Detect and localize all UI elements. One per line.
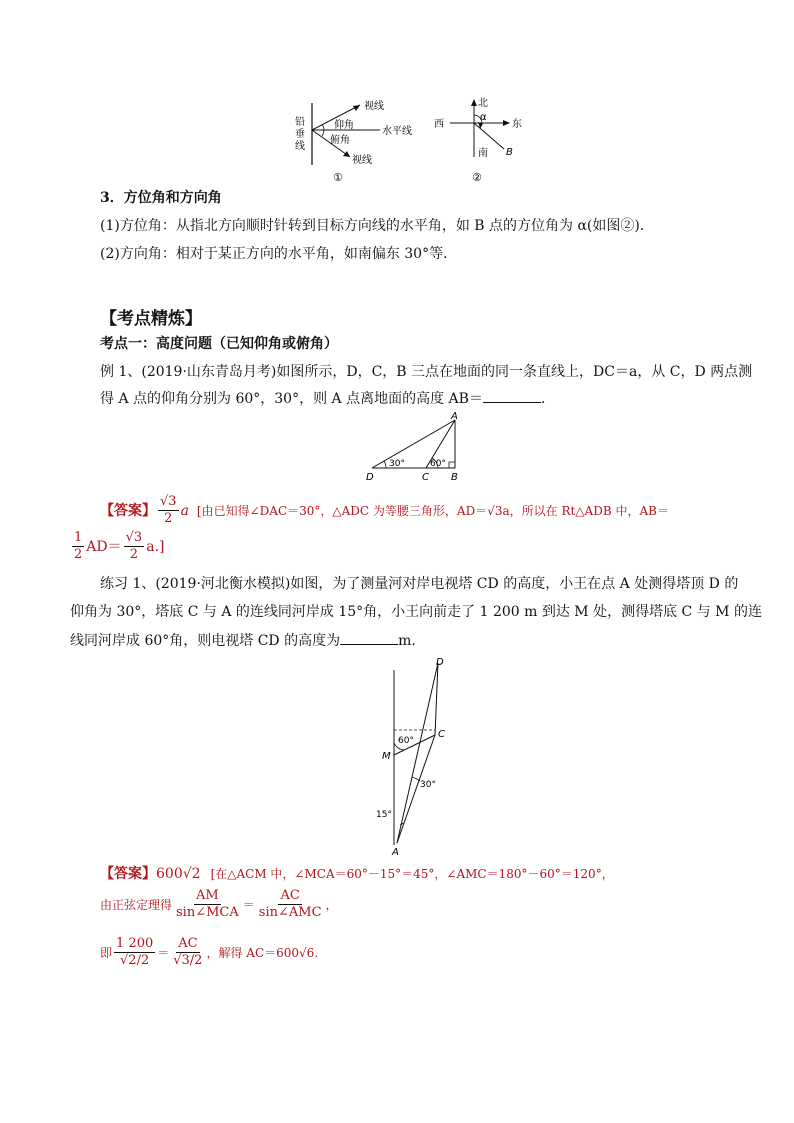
fig-p1-ang30: 30° <box>420 780 436 790</box>
fig2-b: B <box>506 147 513 158</box>
fig1-elev: 仰角 <box>334 120 354 131</box>
practice1-answer <box>100 864 614 884</box>
fig-ex1-b: B <box>451 472 458 483</box>
answer-fraction-den: 2 <box>164 511 173 526</box>
fig-p1-ang60: 60° <box>398 736 414 746</box>
fig-p1-c: C <box>438 729 445 740</box>
practice1-line2: 仰角为 30°，塔底 C 与 A 的连线同河岸成 15°角，小王向前走了 1 200 m 到达 M 处，测得塔底 C 与 M 的连 <box>70 604 762 620</box>
fig-ex1-ang60: 60° <box>430 459 446 469</box>
example1-line1: 例 1、(2019·山东青岛月考)如图所示，D，C，B 三点在地面的同一条直线上，DC＝a，从 C，D 两点测 <box>100 364 753 380</box>
fig-ex1-d: D <box>366 472 374 483</box>
fig-p1-ang15: 15° <box>376 810 392 820</box>
practice1-line3 <box>70 630 416 651</box>
practice-expl3-suffix: ，解得 AC＝600√6. <box>206 945 319 960</box>
practice-frac2 <box>257 888 324 921</box>
practice-blank <box>340 630 398 645</box>
section3-item1: (1)方位角：从指北方向顺时针转到目标方向线的水平角，如 B 点的方位角为 α(如图②)． <box>100 218 654 234</box>
practice-frac2-num: AC <box>280 888 300 903</box>
answer-expl1: [由已知得∠DAC＝30°，△ADC 为等腰三角形，AD＝√3a，所以在 Rt△ADB 中，AB＝ <box>196 503 669 518</box>
practice1-expl2 <box>100 888 338 921</box>
answer-var: a <box>180 502 189 519</box>
practice-frac3-num: 1 200 <box>116 936 154 951</box>
fig1-sight-up: 视线 <box>364 101 384 112</box>
topic1-title: 考点一：高度问题（已知仰角或俯角） <box>100 336 338 352</box>
fig1-sight-down: 视线 <box>352 155 372 166</box>
section3-item2: (2)方向角：相对于某正方向的水平角，如南偏东 30°等． <box>100 246 458 262</box>
figure-elevation-depression <box>290 95 450 185</box>
answer-blank <box>483 388 541 403</box>
fig-p1-d: D <box>436 657 444 668</box>
practice-frac3-den: √2/2 <box>120 953 150 968</box>
practice-frac4-num: AC <box>178 936 198 951</box>
answer-expl2-fraction <box>124 530 145 563</box>
practice1-line3-end: m. <box>398 633 416 649</box>
practice-eq: ＝ <box>242 897 255 912</box>
answer-half-den: 2 <box>74 547 83 562</box>
fig-ex1-a: A <box>451 411 458 422</box>
answer-expl2b: a.] <box>146 538 165 555</box>
example1-answer-cont <box>70 530 164 563</box>
fig2-west: 西 <box>434 119 444 130</box>
fig1-depr: 俯角 <box>330 135 350 146</box>
section-heading: 【考点精炼】 <box>100 309 202 329</box>
practice-frac2-den: sin∠AMC <box>258 905 322 920</box>
fig-p1-m: M <box>382 751 391 762</box>
fig-ex1-c: C <box>422 472 429 483</box>
example1-line2-end: ． <box>540 391 555 407</box>
answer-fraction <box>158 494 179 527</box>
fig2-alpha: α <box>480 112 487 123</box>
answer-half-fraction <box>72 530 84 563</box>
fig-p1-a: A <box>392 847 399 855</box>
answer-expl2-num: √3 <box>125 530 143 545</box>
fig2-east: 东 <box>512 119 522 130</box>
fig1-vertical-label-1: 铅 <box>295 117 305 128</box>
fig1-caption: ① <box>333 171 343 184</box>
practice-frac3 <box>114 936 155 969</box>
fig2-south: 南 <box>478 148 488 159</box>
fig1-horizontal: 水平线 <box>382 126 412 137</box>
example1-line2-text: 得 A 点的仰角分别为 60°，30°，则 A 点离地面的高度 AB＝ <box>100 391 483 407</box>
practice1-line1: 练习 1、(2019·河北衡水模拟)如图，为了测量河对岸电视塔 CD 的高度，小王在点 A 处测得塔顶 D 的 <box>100 576 739 592</box>
fig2-caption: ② <box>472 171 482 184</box>
fig1-vertical-label-3: 线 <box>295 141 305 152</box>
answer-half-num: 1 <box>74 530 83 545</box>
answer-expl2-den: 2 <box>129 547 139 562</box>
practice-answer-value: 600√2 <box>156 866 201 882</box>
figure-example1-triangle <box>362 410 472 486</box>
figure-bearing <box>432 95 532 185</box>
practice-frac1-num: AM <box>196 888 219 903</box>
practice-frac4-den: √3/2 <box>173 953 203 968</box>
practice-expl1: [在△ACM 中，∠MCA＝60°－15°＝45°，∠AMC＝180°－60°＝120°， <box>210 867 614 881</box>
practice-eq2: ＝ <box>157 945 170 960</box>
answer-fraction-num: √3 <box>160 494 177 509</box>
practice-frac4 <box>171 936 204 969</box>
fig1-vertical-label-2: 垂 <box>295 129 305 140</box>
fig2-north: 北 <box>478 98 488 109</box>
practice-expl2-prefix: 由正弦定理得 <box>100 897 173 912</box>
section3-title: 3．方位角和方向角 <box>100 190 222 206</box>
practice-expl2-suffix: ， <box>325 897 338 912</box>
example1-line2 <box>100 388 555 409</box>
answer-expl2a: AD＝ <box>86 538 122 555</box>
practice-frac1 <box>174 888 241 921</box>
fig-ex1-ang30: 30° <box>389 459 405 469</box>
practice-expl3-prefix: 即 <box>100 945 113 960</box>
example1-answer <box>100 494 669 527</box>
practice-frac1-den: sin∠MCA <box>176 905 239 920</box>
practice-answer-label: 【答案】 <box>100 866 156 882</box>
practice1-line3-text: 线同河岸成 60°角，则电视塔 CD 的高度为 <box>70 633 341 649</box>
practice1-expl3 <box>100 936 318 969</box>
figure-practice1-tower <box>372 655 462 855</box>
answer-label: 【答案】 <box>100 502 156 519</box>
